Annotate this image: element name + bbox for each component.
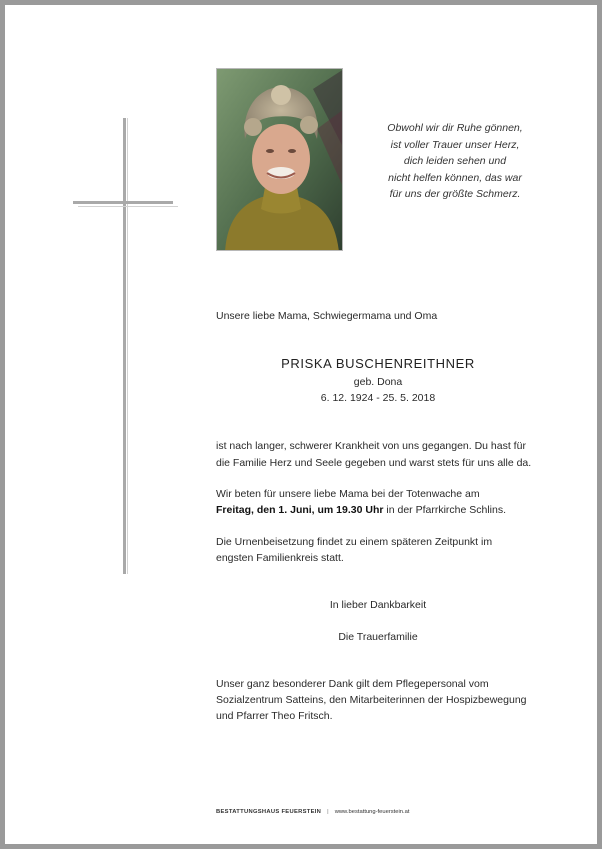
poem-line: Obwohl wir dir Ruhe gönnen,: [387, 122, 523, 134]
poem-line: ist voller Trauer unser Herz,: [390, 138, 520, 151]
thanks-line-3: und Pfarrer Theo Fritsch.: [216, 710, 333, 722]
body-paragraph-1-line-2: die Familie Herz und Seele gegeben und warst stets für uns alle da.: [216, 457, 532, 469]
memorial-poem: [370, 120, 540, 203]
poem-line: nicht helfen können, das war: [388, 171, 522, 184]
birth-name: geb. Dona: [353, 376, 403, 388]
footer: [216, 809, 409, 815]
footer-url[interactable]: www.bestattung-feuerstein.at: [334, 809, 410, 815]
body-paragraph-3-line-2: engsten Familienkreis statt.: [216, 552, 344, 564]
deceased-name: PRISKA BUSCHENREITHNER: [281, 356, 475, 371]
life-dates: 6. 12. 1924 - 25. 5. 2018: [320, 392, 436, 404]
body-paragraph-2-line-2: [216, 502, 506, 519]
footer-separator: |: [327, 809, 329, 815]
poem-line: für uns der größte Schmerz.: [389, 188, 521, 200]
wake-date-time: Freitag, den 1. Juni, um 19.30 Uhr: [216, 504, 384, 516]
intro-text: Unsere liebe Mama, Schwiegermama und Oma: [216, 310, 438, 322]
portrait-photo: [216, 68, 343, 251]
body-paragraph-3-line-1: Die Urnenbeisetzung findet zu einem späteren Zeitpunkt im: [216, 536, 493, 548]
wake-location: in der Pfarrkirche Schlins.: [383, 504, 507, 516]
body-paragraph-2-line-1: Wir beten für unsere liebe Mama bei der Totenwache am: [216, 488, 480, 500]
body-paragraph-1-line-1: ist nach langer, schwerer Krankheit von uns gegangen. Du hast für: [216, 440, 526, 452]
poem-line: dich leiden sehen und: [403, 155, 507, 167]
thanks-line-2: Sozialzentrum Satteins, den Mitarbeiterinnen der Hospizbewegung: [216, 694, 527, 706]
closing-line-1: In lieber Dankbarkeit: [329, 599, 427, 611]
closing-line-2: Die Trauerfamilie: [338, 631, 418, 643]
footer-brand: BESTATTUNGSHAUS FEUERSTEIN: [216, 809, 322, 815]
thanks-line-1: Unser ganz besonderer Dank gilt dem Pflegepersonal vom: [216, 678, 489, 690]
